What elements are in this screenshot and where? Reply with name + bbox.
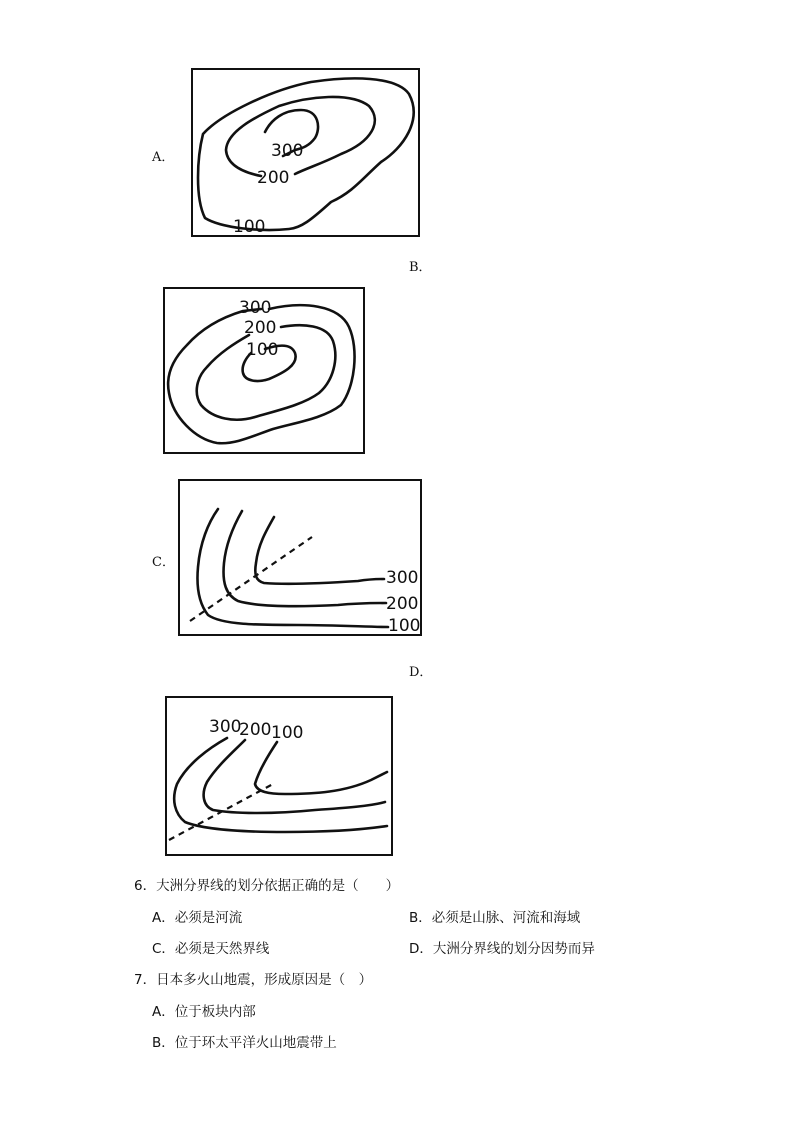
map-c-frame: [179, 480, 421, 635]
question-6-choice-b: B．必须是山脉、河流和海域: [409, 910, 581, 926]
contour-map-d: [165, 696, 394, 857]
contour-label-200: 200: [239, 720, 272, 740]
question-6-choice-a: A．必须是河流: [152, 910, 243, 926]
option-d-label: D．: [409, 665, 433, 680]
question-6-choice-c: C．必须是天然界线: [152, 941, 270, 957]
contour-label-100: 100: [233, 217, 266, 237]
question-6-choice-d: D．大洲分界线的划分因势而异: [409, 941, 595, 957]
question-7-choice-b: B．位于环太平洋火山地震带上: [152, 1035, 337, 1051]
question-7-stem: 7．日本多火山地震，形成原因是（ ）: [134, 972, 373, 988]
contour-label-200: 200: [244, 318, 277, 338]
contour-label-300: 300: [239, 298, 272, 318]
question-7-choice-a: A．位于板块内部: [152, 1004, 256, 1020]
contour-300: [255, 517, 384, 584]
contour-label-300: 300: [209, 717, 242, 737]
contour-label-200: 200: [257, 168, 290, 188]
contour-100: [255, 742, 387, 794]
option-a-label: A．: [152, 150, 175, 165]
contour-200: [224, 511, 386, 606]
contour-label-100: 100: [388, 616, 421, 636]
contour-map-b: [163, 287, 366, 455]
contour-map-c: [178, 479, 423, 637]
contour-map-a: [191, 68, 421, 238]
contour-100: [197, 509, 388, 627]
contour-label-200: 200: [386, 594, 419, 614]
contour-100: [198, 78, 414, 230]
contour-label-100: 100: [271, 723, 304, 743]
contour-200: [204, 740, 385, 813]
option-c-label: C．: [152, 555, 175, 570]
option-b-label: B．: [409, 260, 432, 275]
ridge-line: [190, 537, 312, 621]
contour-label-100: 100: [246, 340, 279, 360]
question-6-stem: 6．大洲分界线的划分依据正确的是（ ）: [134, 878, 400, 894]
contour-label-300: 300: [271, 141, 304, 161]
contour-label-300: 300: [386, 568, 419, 588]
